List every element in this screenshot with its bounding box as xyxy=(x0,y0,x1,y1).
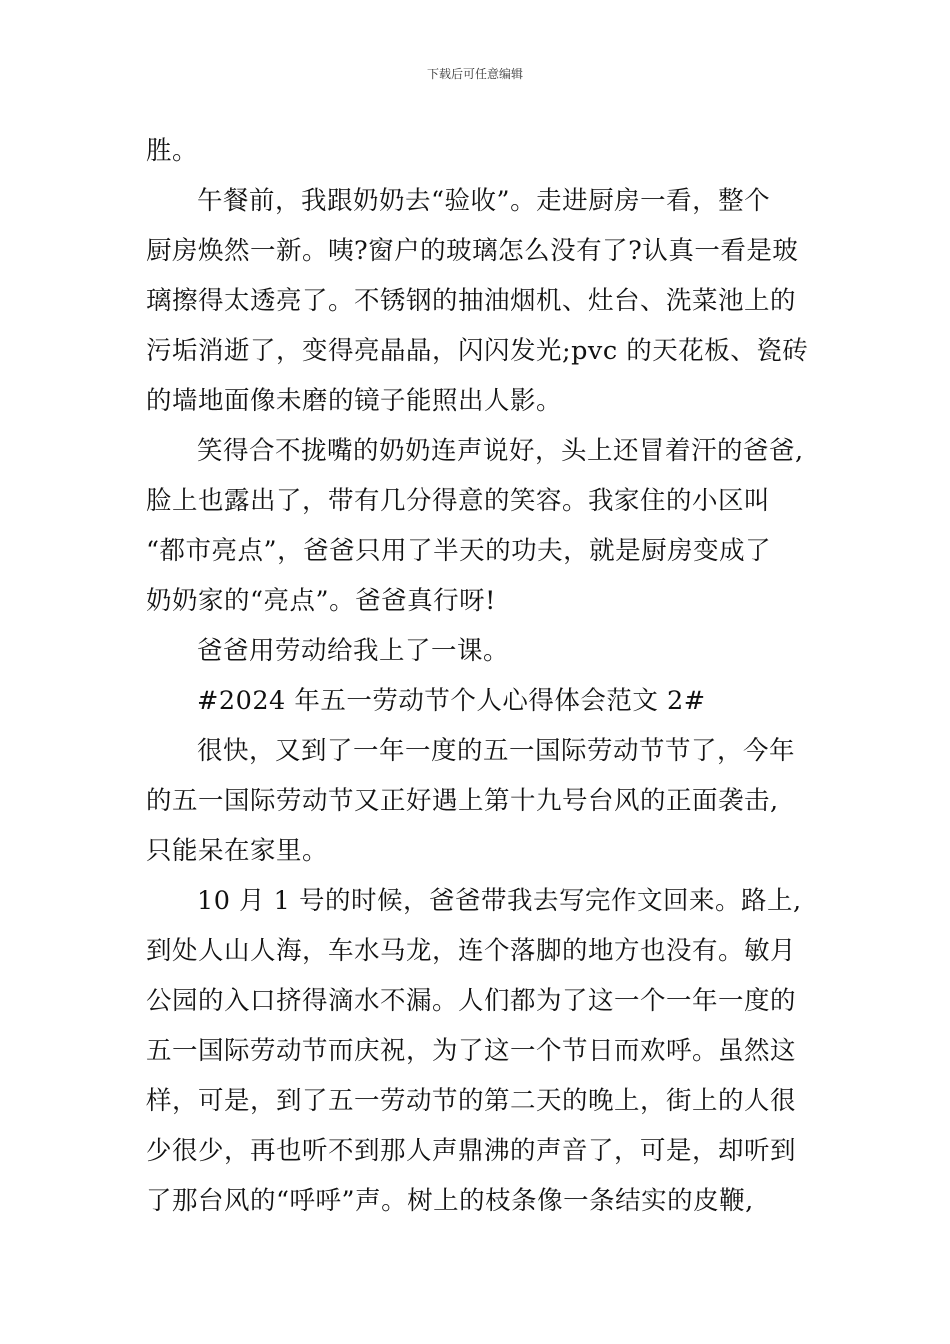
text-line: 爸爸用劳动给我上了一课。 xyxy=(197,636,510,666)
text-line: 很快，又到了一年一度的五一国际劳动节节了，今年 xyxy=(197,736,796,766)
text-line: 到处人山人海，车水马龙，连个落脚的地方也没有。敏月 xyxy=(146,936,797,966)
text-line: “都市亮点”，爸爸只用了半天的功夫，就是厨房变成了 xyxy=(146,536,772,566)
text-line: 厨房焕然一新。咦?窗户的玻璃怎么没有了?认真一看是玻 xyxy=(146,236,799,266)
text-line: 污垢消逝了，变得亮晶晶，闪闪发光;pvc 的天花板、瓷砖 xyxy=(146,336,809,366)
text-line: 奶奶家的“亮点”。爸爸真行呀! xyxy=(146,586,496,616)
header-note: 下载后可任意编辑 xyxy=(426,67,523,81)
section-heading: #2024 年五一劳动节个人心得体会范文 2# xyxy=(197,686,706,716)
text-line: 公园的入口挤得滴水不漏。人们都为了这一个一年一度的 xyxy=(146,986,797,1016)
text-line: 的五一国际劳动节又正好遇上第十九号台风的正面袭击, xyxy=(146,786,779,816)
text-line: 样，可是，到了五一劳动节的第二天的晚上，街上的人很 xyxy=(146,1086,797,1116)
text-line: 脸上也露出了，带有几分得意的笑容。我家住的小区叫 xyxy=(146,486,771,516)
text-line: 笑得合不拢嘴的奶奶连声说好，头上还冒着汗的爸爸, xyxy=(197,436,804,466)
text-line: 10 月 1 号的时候，爸爸带我去写完作文回来。路上, xyxy=(197,886,802,916)
text-line: 少很少，再也听不到那人声鼎沸的声音了，可是，却听到 xyxy=(146,1136,797,1166)
text-line: 午餐前，我跟奶奶去“验收”。走进厨房一看，整个 xyxy=(197,186,771,216)
text-line: 只能呆在家里。 xyxy=(146,836,329,866)
text-line: 胜。 xyxy=(146,136,199,166)
text-line: 了那台风的“呼呼”声。树上的枝条像一条结实的皮鞭, xyxy=(146,1186,754,1216)
document-body xyxy=(146,126,826,1226)
text-line: 璃擦得太透亮了。不锈钢的抽油烟机、灶台、洗菜池上的 xyxy=(146,286,797,316)
text-line: 五一国际劳动节而庆祝，为了这一个节日而欢呼。虽然这 xyxy=(146,1036,797,1066)
text-line: 的墙地面像未磨的镜子能照出人影。 xyxy=(146,386,563,416)
